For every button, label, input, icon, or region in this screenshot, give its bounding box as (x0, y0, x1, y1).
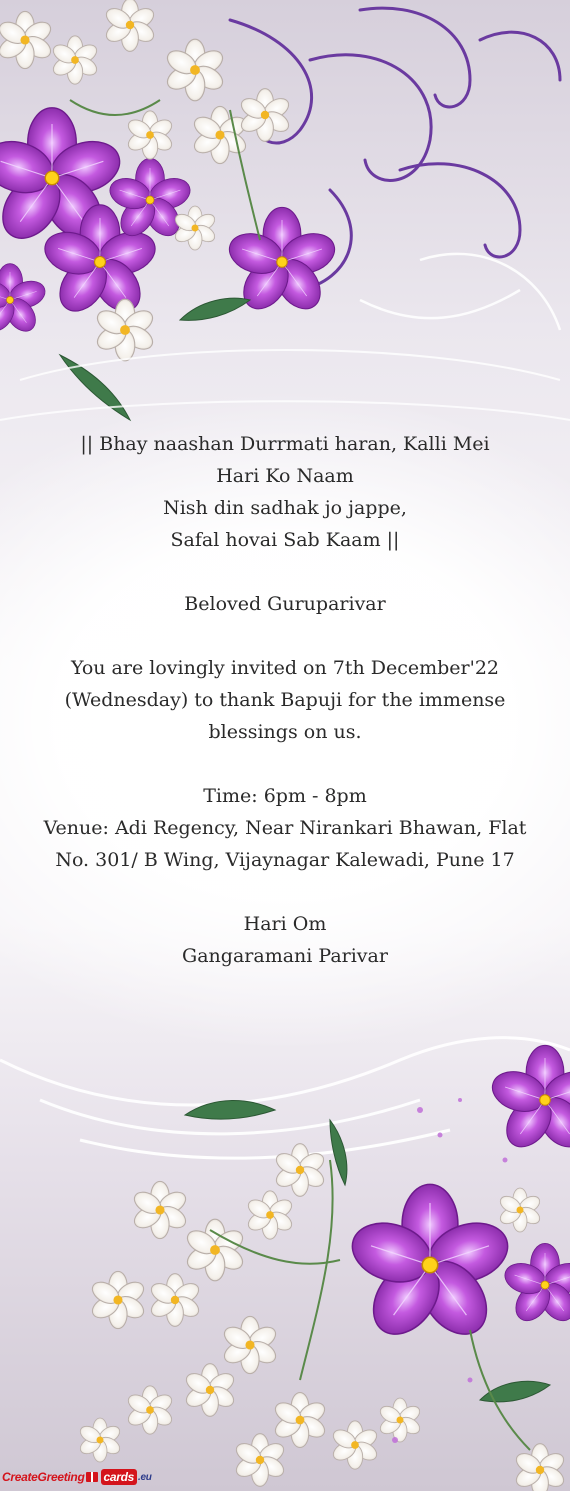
purple-flower-icon (345, 1045, 570, 1346)
invitation-message (20, 428, 550, 972)
message-line (20, 748, 550, 780)
signature-line: Gangaramani Parivar (182, 945, 388, 967)
logo-text: CreateGreeting (2, 1470, 85, 1484)
logo-text: .eu (138, 1471, 152, 1483)
message-line: Nish din sadhak jo jappe, (163, 497, 407, 519)
watermark-logo[interactable] (2, 1466, 152, 1488)
venue-line: Venue: Adi Regency, Near Nirankari Bhawan, Flat (43, 817, 527, 839)
invitation-line: (Wednesday) to thank Bapuji for the immense (64, 689, 506, 711)
white-flower-icon (77, 1144, 567, 1491)
invitation-line: blessings on us. (208, 721, 362, 743)
message-line (20, 620, 550, 652)
logo-text: cards (101, 1469, 138, 1485)
venue-line: No. 301/ B Wing, Vijaynagar Kalewadi, Pune 17 (55, 849, 515, 871)
message-line (20, 876, 550, 908)
gift-icon (86, 1472, 98, 1482)
closing-line: Hari Om (243, 913, 327, 935)
message-line: Hari Ko Naam (216, 465, 354, 487)
time-line: Time: 6pm - 8pm (203, 785, 367, 807)
invitation-line: You are lovingly invited on 7th December'22 (70, 657, 500, 679)
greeting-line: Beloved Guruparivar (184, 593, 386, 615)
message-line: || Bhay naashan Durrmati haran, Kalli Mei (80, 433, 490, 455)
message-line (20, 556, 550, 588)
message-line: Safal hovai Sab Kaam || (170, 529, 400, 551)
